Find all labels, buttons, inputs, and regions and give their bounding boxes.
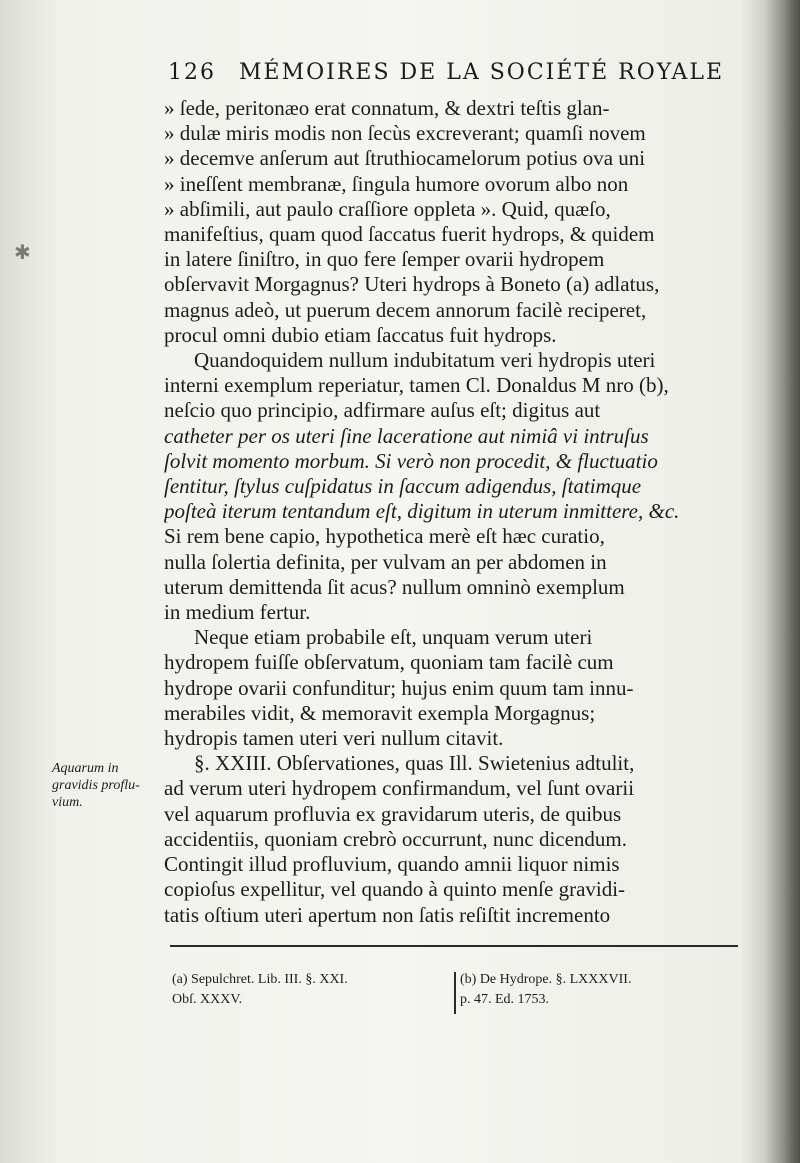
- footnote-a-line1: (a) Sepulchret. Lib. III. §. XXI.: [172, 972, 348, 987]
- text-line: vel aquarum profluvia ex gravidarum uteris, de quibus: [164, 801, 622, 826]
- section-heading-line: §. XXIII. Obſervationes, quas Ill. Swietenius adtulit,: [194, 751, 635, 776]
- text-line: in latere ſiniſtro, in quo fere ſemper ovarii hydropem: [164, 247, 605, 272]
- margin-note-line: Aquarum in: [52, 761, 119, 776]
- footnote-b-line1: (b) De Hydrope. §. LXXXVII.: [460, 972, 632, 987]
- footnote-rule: [170, 945, 738, 947]
- footnote-divider: [454, 972, 456, 1014]
- text-line: ſolvit momento morbum. Si verò non procedit, & fluctuatio: [164, 448, 658, 473]
- text-line: » ineſſent membranæ, ſingula humore ovorum albo non: [164, 171, 629, 196]
- margin-note-line: gravidis proflu-: [52, 778, 140, 793]
- text-line: ad verum uteri hydropem confirmandum, vel ſunt ovarii: [164, 776, 635, 801]
- body-text: [164, 96, 738, 928]
- text-line: merabiles vidit, & memoravit exempla Morgagnus;: [164, 700, 596, 725]
- page-binding-shadow: [764, 0, 800, 1163]
- footnote-a-line2: Obſ. XXXV.: [172, 992, 243, 1007]
- text-line: poſteà iterum tentandum eſt, digitum in uterum inmittere, &c.: [164, 499, 680, 524]
- text-line: hydropis tamen uteri veri nullum citavit.: [164, 726, 504, 751]
- footnote-b: [460, 970, 750, 1010]
- text-line: interni exemplum reperiatur, tamen Cl. Donaldus M nro (b),: [164, 373, 669, 398]
- margin-note: [52, 760, 162, 811]
- text-line: ſentitur, ſtylus cuſpidatus in ſaccum adigendus, ſtatimque: [164, 474, 642, 499]
- text-line: tatis oſtium uteri apertum non ſatis reſiſtit incremento: [164, 902, 611, 927]
- text-line: neſcio quo principio, adfirmare auſus eſt; digitus aut: [164, 398, 601, 423]
- text-line: obſervavit Morgagnus? Uteri hydrops à Boneto (a) adlatus,: [164, 272, 660, 297]
- text-line: copioſus expellitur, vel quando à quinto menſe gravidi-: [164, 877, 626, 902]
- text-line: procul omni dubio etiam ſaccatus fuit hydrops.: [164, 322, 557, 347]
- text-line: manifeſtius, quam quod ſaccatus fuerit hydrops, & quidem: [164, 222, 655, 247]
- margin-note-line: vium.: [52, 795, 83, 810]
- text-line: catheter per os uteri ſine laceratione aut nimiâ vi intruſus: [164, 423, 649, 448]
- text-line: magnus adeò, ut puerum decem annorum facilè reciperet,: [164, 297, 647, 322]
- text-line: in medium fertur.: [164, 600, 311, 625]
- running-title: MÉMOIRES DE LA SOCIÉTÉ ROYALE: [239, 60, 725, 85]
- text-line: » decemve anſerum aut ſtruthiocamelorum potius ova uni: [164, 146, 646, 171]
- text-line: » dulæ miris modis non ſecùs excreverant; quamſi novem: [164, 121, 646, 146]
- footnote-a: [172, 970, 442, 1010]
- footnote-b-line2: p. 47. Ed. 1753.: [460, 992, 550, 1007]
- text-line: nulla ſolertia definita, per vulvam an per abdomen in: [164, 549, 607, 574]
- text-line: » ſede, peritonæo erat connatum, & dextri teſtis glan-: [164, 96, 610, 120]
- text-line: Neque etiam probabile eſt, unquam verum uteri: [194, 625, 593, 650]
- text-line: Si rem bene capio, hypothetica merè eſt hæc curatio,: [164, 524, 605, 549]
- text-line: uterum demittenda ſit acus? nullum omninò exemplum: [164, 574, 625, 599]
- text-line: hydropem fuiſſe obſervatum, quoniam tam facilè cum: [164, 650, 614, 675]
- text-line: accidentiis, quoniam crebrò occurrunt, nunc dicendum.: [164, 826, 628, 851]
- page-number: 126: [168, 60, 216, 85]
- text-line: Quandoquidem nullum indubitatum veri hydropis uteri: [194, 348, 656, 373]
- ink-speck: ✱: [14, 240, 31, 264]
- running-header: [168, 60, 728, 85]
- text-line: hydrope ovarii confunditur; hujus enim quum tam innu-: [164, 675, 634, 700]
- text-line: Contingit illud profluvium, quando amnii liquor nimis: [164, 852, 620, 877]
- text-line: » abſimili, aut paulo craſſiore oppleta ». Quid, quæſo,: [164, 196, 611, 221]
